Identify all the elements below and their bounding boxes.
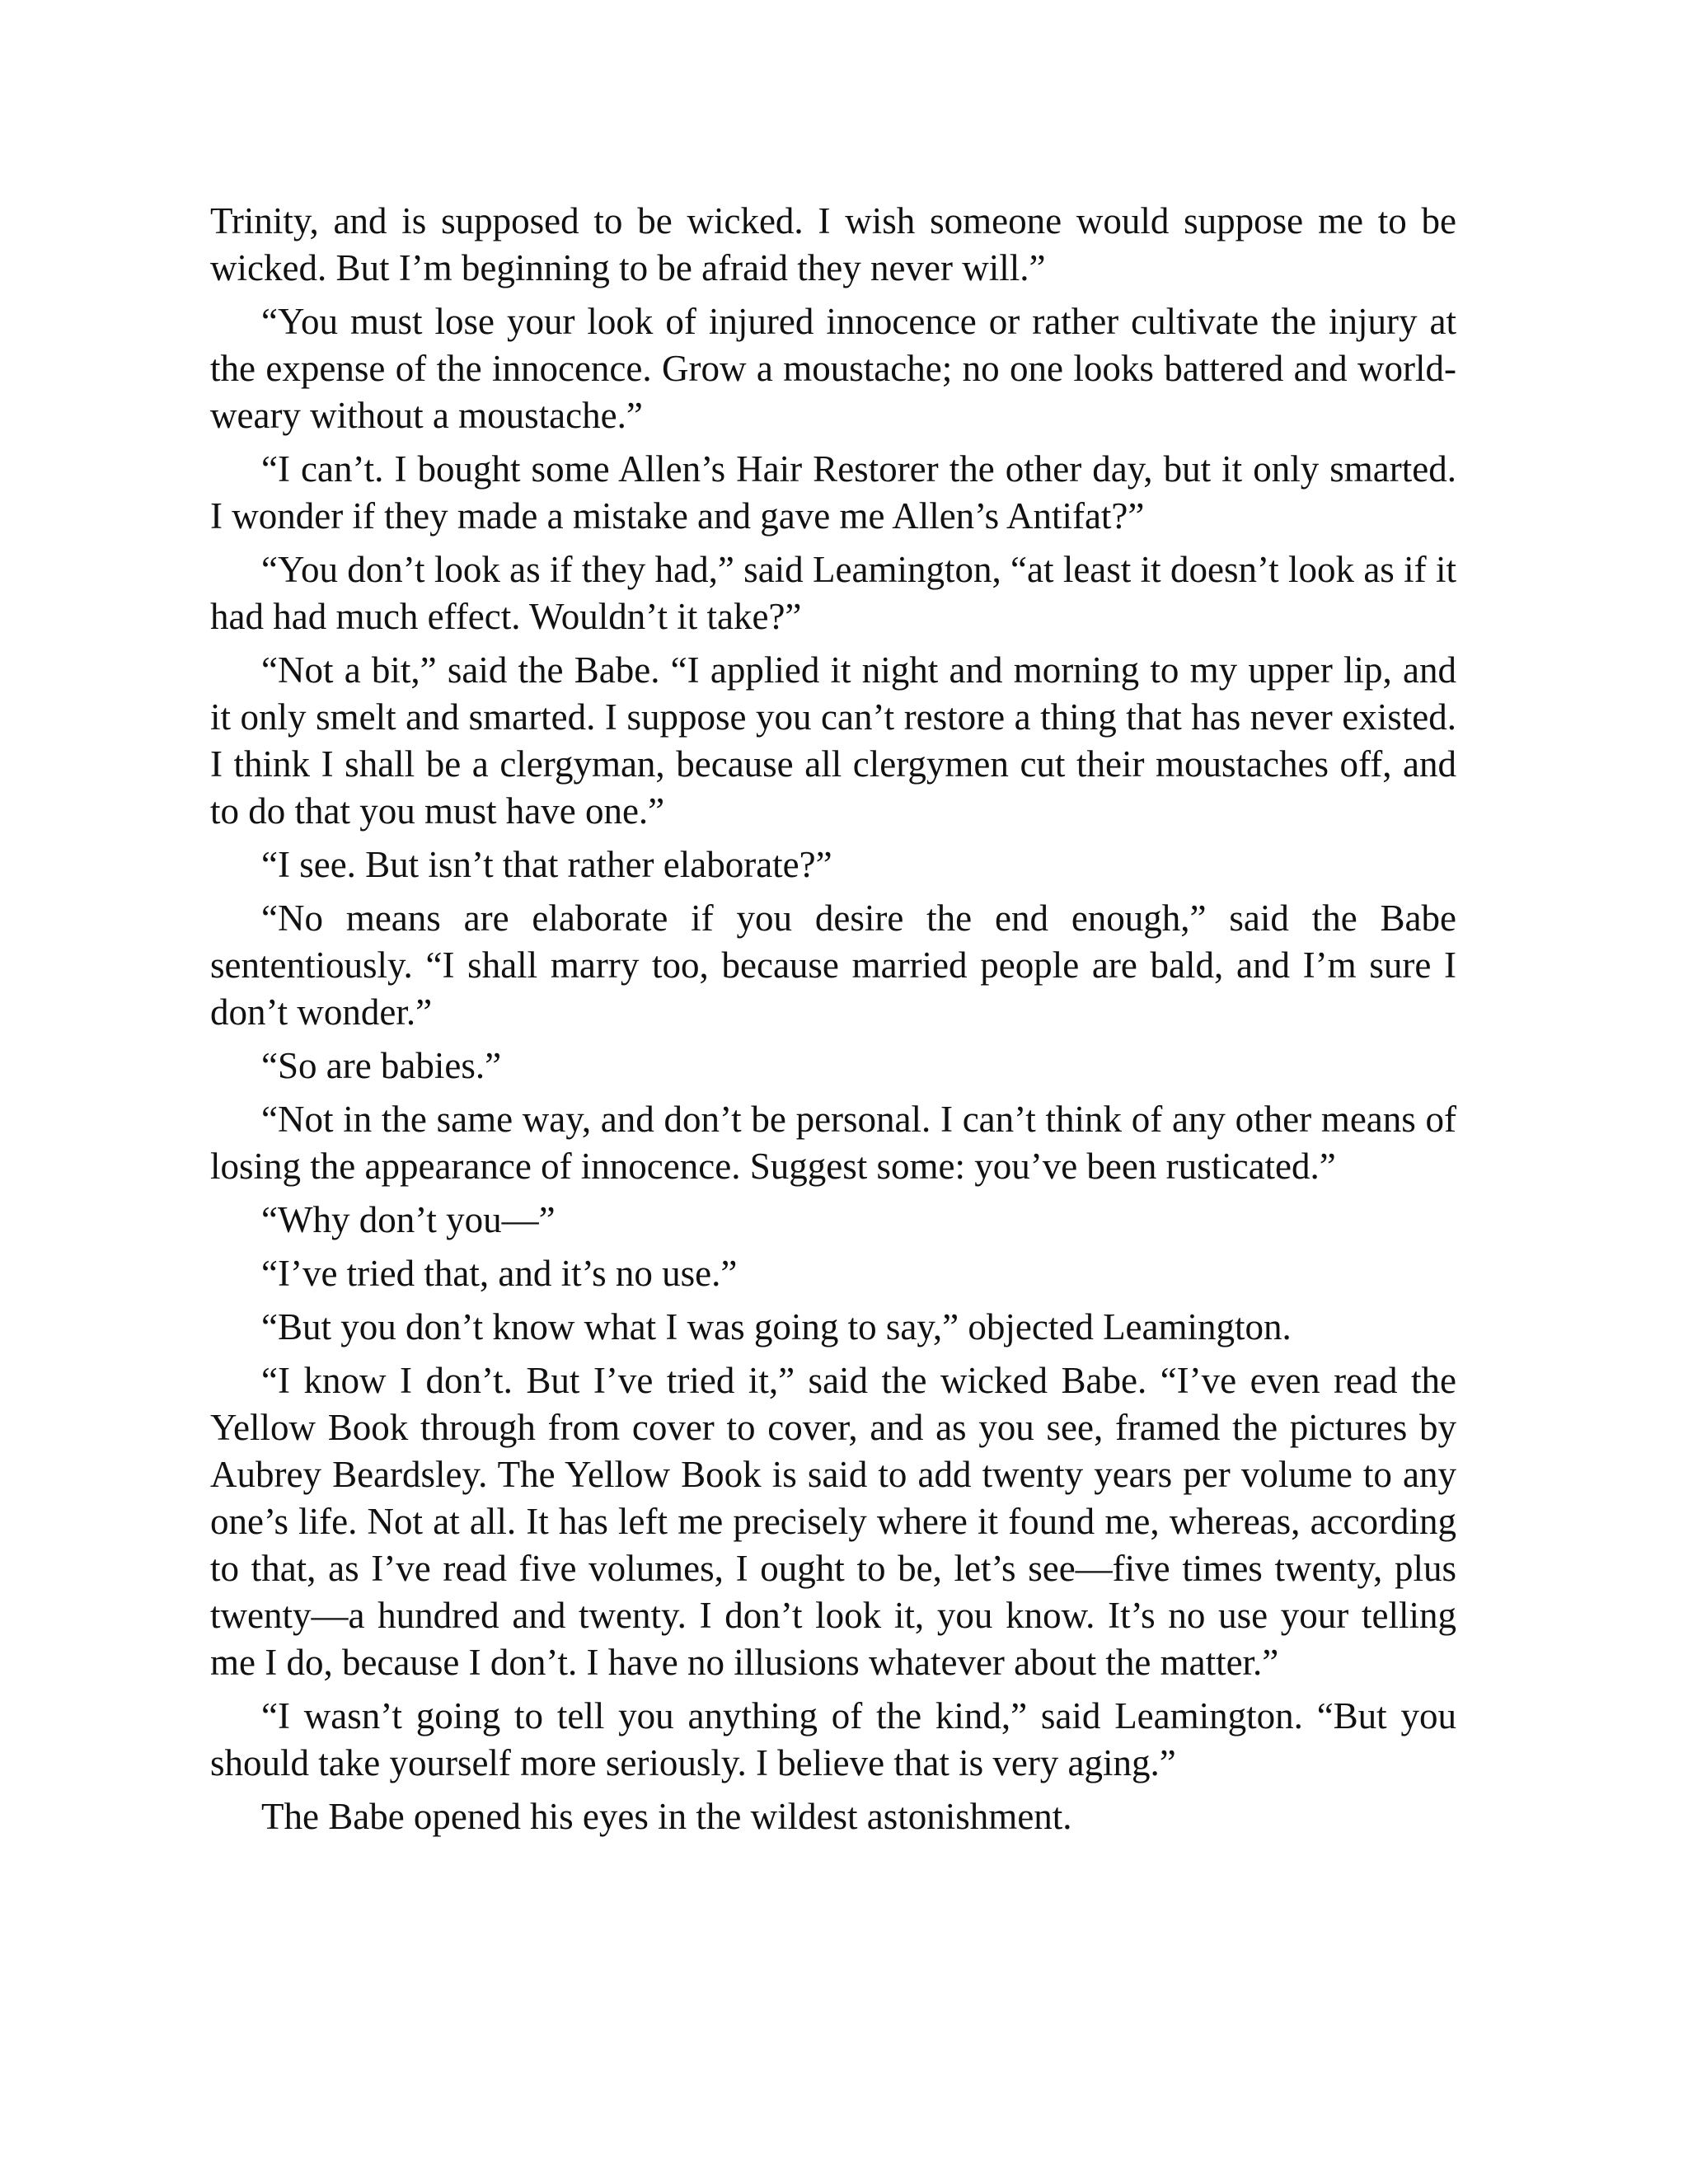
paragraph: “I know I don’t. But I’ve tried it,” said the wicked Babe. “I’ve even read the Yellow Book through from cover to cover, and as you see, framed the pictures by Aubrey Beardsley. The Yellow Book is said to add twenty years per volume to any one’s life. Not at all. It has left me precisely where it found me, whereas, according to that, as I’ve read five volumes, I ought to be, let’s see—five times twenty, plus twenty—a hundred and twenty. I don’t look it, you know. It’s no use your telling me I do, because I don’t. I have no illusions whatever about the matter.” xyxy=(210,1360,1456,1683)
paragraph: “I wasn’t going to tell you anything of the kind,” said Leamington. “But you should take yourself more seriously. I believe that is very aging.” xyxy=(210,1695,1456,1783)
paragraph: “No means are elaborate if you desire the end enough,” said the Babe sententiously. “I shall marry too, because married people are bald, and I’m sure I don’t wonder.” xyxy=(210,898,1456,1033)
paragraph: “Why don’t you—” xyxy=(261,1199,556,1240)
paragraph: “I can’t. I bought some Allen’s Hair Restorer the other day, but it only smarted. I wonder if they made a mistake and gave me Allen’s Antifat?” xyxy=(210,448,1456,537)
paragraph: “You must lose your look of injured innocence or rather cultivate the injury at the expense of the innocence. Grow a moustache; no one looks battered and world-weary without a moustache.” xyxy=(210,301,1456,436)
paragraph: “Not in the same way, and don’t be personal. I can’t think of any other means of losing the appearance of innocence. Suggest some: you’ve been rusticated.” xyxy=(210,1099,1456,1187)
page-text xyxy=(210,198,1456,1847)
paragraph: The Babe opened his eyes in the wildest astonishment. xyxy=(261,1796,1072,1837)
paragraph: “You don’t look as if they had,” said Leamington, “at least it doesn’t look as if it had had much effect. Wouldn’t it take?” xyxy=(210,549,1456,637)
paragraph: “But you don’t know what I was going to say,” objected Leamington. xyxy=(261,1306,1292,1347)
paragraph: Trinity, and is supposed to be wicked. I wish someone would suppose me to be wicked. But I’m beginning to be afraid they never will.” xyxy=(210,200,1456,288)
paragraph: “So are babies.” xyxy=(261,1045,502,1086)
paragraph: “I’ve tried that, and it’s no use.” xyxy=(261,1253,738,1294)
paragraph: “I see. But isn’t that rather elaborate?” xyxy=(261,844,832,885)
paragraph: “Not a bit,” said the Babe. “I applied it night and morning to my upper lip, and it only smelt and smarted. I suppose you can’t restore a thing that has never existed. I think I shall be a clergyman, because all clergymen cut their moustaches off, and to do that you must have one.” xyxy=(210,649,1456,832)
